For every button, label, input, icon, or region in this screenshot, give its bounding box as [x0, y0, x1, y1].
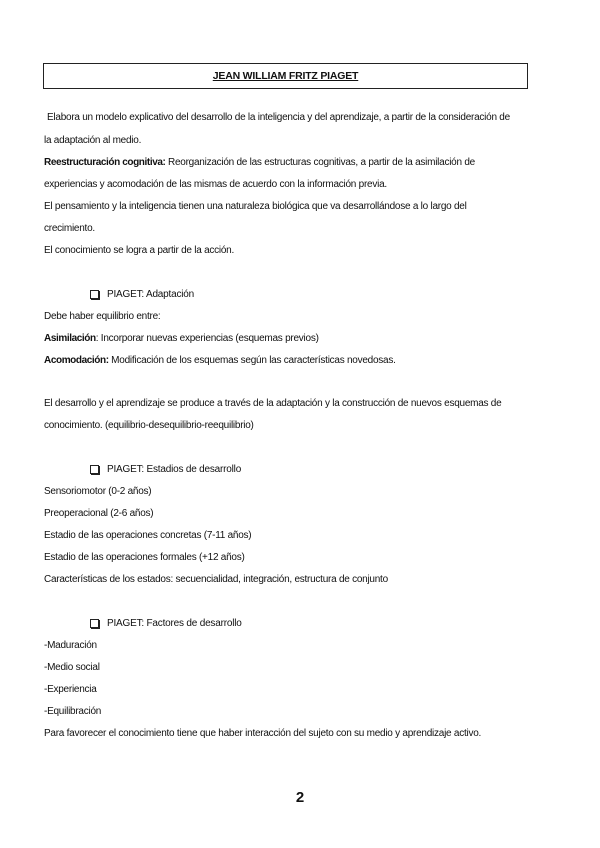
desarrollo-line-1: El desarrollo y el aprendizaje se produce a través de la adaptación y la construcción de nuevos esquemas de: [44, 398, 502, 409]
factor-item: -Medio social: [44, 662, 100, 673]
reestructuracion-term: Reestructuración cognitiva:: [44, 157, 166, 168]
page-number: 2: [295, 789, 305, 806]
asimilacion-line: [44, 333, 319, 344]
conocimiento-line: El conocimiento se logra a partir de la acción.: [44, 245, 235, 256]
estadio-item: Preoperacional (2-6 años): [44, 508, 154, 519]
estadios-heading: [90, 464, 241, 475]
acomodacion-term: Acomodación:: [44, 355, 109, 366]
factores-heading-text: PIAGET: Factores de desarrollo: [107, 618, 242, 629]
checkbox-bullet-icon: [90, 465, 99, 474]
factores-heading: [90, 618, 242, 629]
factor-item: -Maduración: [44, 640, 97, 651]
estadio-item: Estadio de las operaciones formales (+12 años): [44, 552, 245, 563]
estadio-item: Estadio de las operaciones concretas (7-11 años): [44, 530, 252, 541]
pensamiento-line-1: El pensamiento y la inteligencia tienen una naturaleza biológica que va desarrollándose a lo largo del: [44, 201, 467, 212]
reestructuracion-line-2: experiencias y acomodación de las mismas de acuerdo con la información previa.: [44, 179, 387, 190]
asimilacion-term: Asimilación: [44, 333, 96, 344]
intro-line-2: la adaptación al medio.: [44, 135, 142, 146]
estadio-item: Sensoriomotor (0-2 años): [44, 486, 152, 497]
intro-line-1: Elabora un modelo explicativo del desarrollo de la inteligencia y del aprendizaje, a partir de la consideración de: [47, 112, 510, 123]
asimilacion-text: : Incorporar nuevas experiencias (esquemas previos): [95, 333, 319, 344]
estadios-heading-text: PIAGET: Estadios de desarrollo: [107, 464, 242, 475]
checkbox-bullet-icon: [90, 619, 99, 628]
reestructuracion-line-1: [44, 157, 475, 168]
page-title: JEAN WILLIAM FRITZ PIAGET: [43, 63, 528, 89]
checkbox-bullet-icon: [90, 290, 99, 299]
factor-item: Para favorecer el conocimiento tiene que haber interacción del sujeto con su medio y aprendizaje activo.: [44, 728, 482, 739]
acomodacion-text: Modificación de los esquemas según las características novedosas.: [108, 355, 396, 366]
factor-item: -Experiencia: [44, 684, 97, 695]
equilibrio-line: Debe haber equilibrio entre:: [44, 311, 161, 322]
adaptacion-heading-text: PIAGET: Adaptación: [107, 289, 195, 300]
reestructuracion-text: Reorganización de las estructuras cognitivas, a partir de la asimilación de: [165, 157, 475, 168]
factor-item: -Equilibración: [44, 706, 102, 717]
adaptacion-heading: [90, 289, 194, 300]
acomodacion-line: [44, 355, 396, 366]
desarrollo-line-2: conocimiento. (equilibrio-desequilibrio-reequilibrio): [44, 420, 254, 431]
pensamiento-line-2: crecimiento.: [44, 223, 95, 234]
estadio-item: Características de los estados: secuencialidad, integración, estructura de conjunto: [44, 574, 388, 585]
